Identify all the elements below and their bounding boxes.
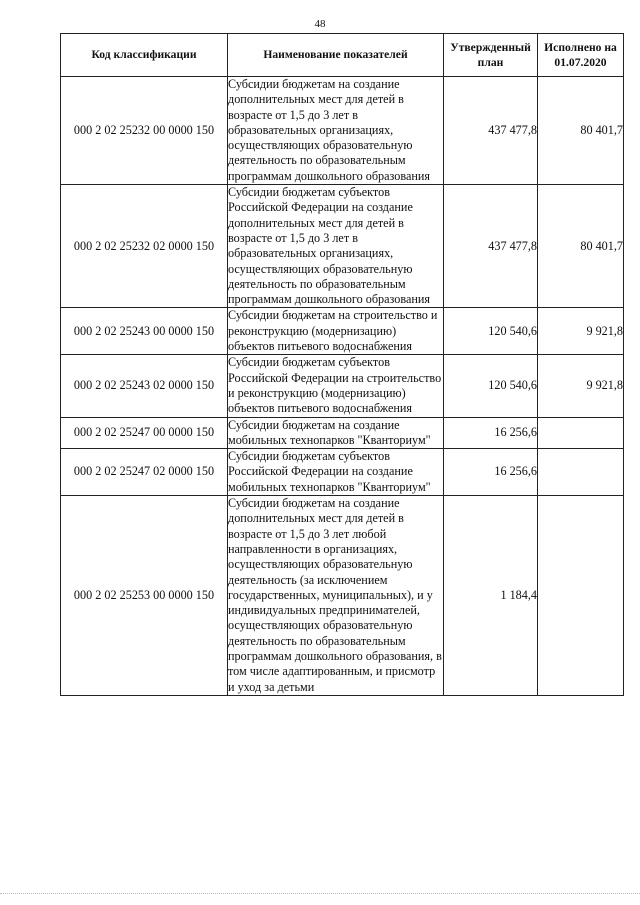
row-name: Субсидии бюджетам на создание дополнительных мест для детей в возрасте от 1,5 до 3 лет в образовательных организациях, осуществляющих образовательную деятельность по образовательным программам дошкольного образования — [228, 77, 444, 185]
row-executed: 80 401,7 — [538, 77, 624, 185]
table-row — [61, 449, 624, 496]
table-row — [61, 496, 624, 696]
row-name: Субсидии бюджетам на создание мобильных технопарков "Кванториум" — [228, 417, 444, 449]
row-plan: 120 540,6 — [444, 308, 538, 355]
row-code: 000 2 02 25232 02 0000 150 — [61, 185, 228, 308]
row-executed: 9 921,8 — [538, 355, 624, 417]
row-executed — [538, 449, 624, 496]
row-executed — [538, 496, 624, 696]
row-plan: 437 477,8 — [444, 185, 538, 308]
row-executed: 80 401,7 — [538, 185, 624, 308]
row-code: 000 2 02 25253 00 0000 150 — [61, 496, 228, 696]
row-plan: 16 256,6 — [444, 449, 538, 496]
table-row — [61, 77, 624, 185]
row-code: 000 2 02 25232 00 0000 150 — [61, 77, 228, 185]
row-code: 000 2 02 25247 00 0000 150 — [61, 417, 228, 449]
header-name: Наименование показателей — [228, 34, 444, 77]
row-code: 000 2 02 25243 02 0000 150 — [61, 355, 228, 417]
table-row — [61, 185, 624, 308]
footer-divider — [0, 893, 640, 895]
row-name: Субсидии бюджетам субъектов Российской Федерации на создание мобильных технопарков "Кванториум" — [228, 449, 444, 496]
header-plan: Утвержденный план — [444, 34, 538, 77]
row-name: Субсидии бюджетам субъектов Российской Федерации на создание дополнительных мест для детей в возрасте от 1,5 до 3 лет в образовательных организациях, осуществляющих образовательную деятельность по образовательным программам дошкольного образования — [228, 185, 444, 308]
row-plan: 120 540,6 — [444, 355, 538, 417]
header-executed: Исполнено на 01.07.2020 — [538, 34, 624, 77]
row-name: Субсидии бюджетам на строительство и реконструкцию (модернизацию) объектов питьевого водоснабжения — [228, 308, 444, 355]
row-plan: 437 477,8 — [444, 77, 538, 185]
row-code: 000 2 02 25247 02 0000 150 — [61, 449, 228, 496]
table-row — [61, 308, 624, 355]
row-executed — [538, 417, 624, 449]
row-name: Субсидии бюджетам на создание дополнительных мест для детей в возрасте от 1,5 до 3 лет любой направленности в организациях, осуществляющих образовательную деятельность (за исключением государственных, муниципальных), и у индивидуальных предпринимателей, осуществляющих образовательную деятельность по образовательным программам дошкольного образования, в том числе адаптированным, и присмотр и уход за детьми — [228, 496, 442, 694]
table-row — [61, 355, 624, 417]
row-name: Субсидии бюджетам субъектов Российской Федерации на строительство и реконструкцию (модернизацию) объектов питьевого водоснабжения — [228, 355, 444, 417]
budget-table — [60, 33, 624, 696]
table-header-row — [61, 34, 624, 77]
page-number: 48 — [314, 18, 326, 30]
row-executed: 9 921,8 — [538, 308, 624, 355]
row-plan: 16 256,6 — [444, 417, 538, 449]
table-row — [61, 417, 624, 449]
row-code: 000 2 02 25243 00 0000 150 — [61, 308, 228, 355]
header-code: Код классификации — [61, 34, 228, 77]
row-plan: 1 184,4 — [444, 496, 538, 696]
